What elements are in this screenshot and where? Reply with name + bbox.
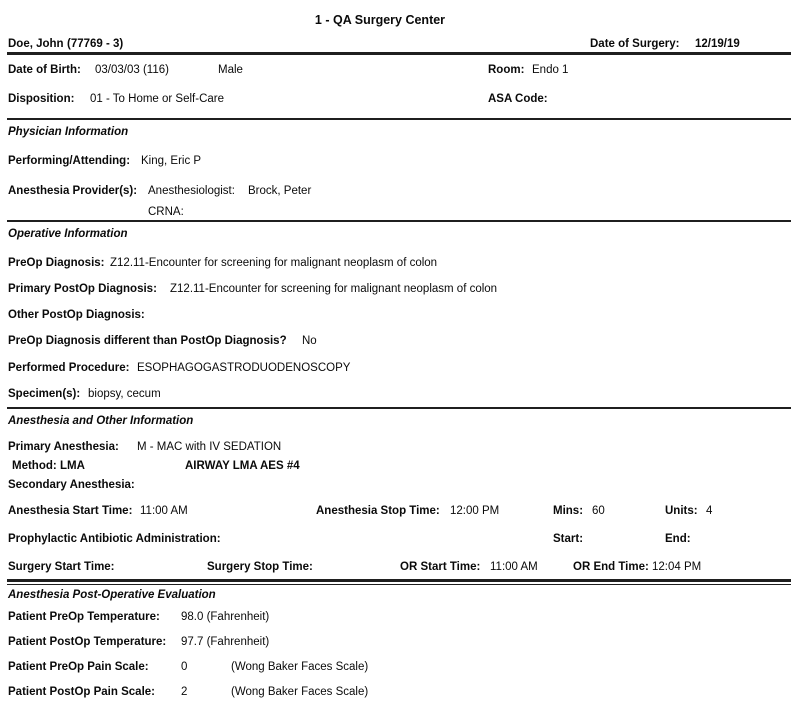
preop-dx-label: PreOp Diagnosis: [8,257,105,269]
method-row [0,459,796,474]
specimens-label: Specimen(s): [8,388,81,400]
dx-different-label: PreOp Diagnosis different than PostOp Diagnosis? [8,335,287,347]
surgery-times-row [0,560,796,575]
preop-temp-label: Patient PreOp Temperature: [8,611,160,623]
double-divider-thick [7,579,791,582]
other-postop-dx-label: Other PostOp Diagnosis: [8,309,145,321]
anesthesia-stop-value: 12:00 PM [450,505,500,517]
room-value: Endo 1 [532,64,569,76]
primary-postop-diagnosis-row [0,282,796,297]
section-divider [7,118,791,120]
performing-value: King, Eric P [141,155,202,167]
crna-row [0,205,796,220]
or-start-label: OR Start Time: [400,561,481,573]
anesthesia-start-label: Anesthesia Start Time: [8,505,133,517]
other-postop-diagnosis-row [0,308,796,323]
specimens-value: biopsy, cecum [88,388,161,400]
postop-temp-label: Patient PostOp Temperature: [8,636,167,648]
anesthesiologist-label: Anesthesiologist: [148,185,235,197]
provider-label: Anesthesia Provider(s): [8,185,138,197]
disposition-row [0,92,796,107]
primary-anesthesia-value: M - MAC with IV SEDATION [137,441,282,453]
primary-anesthesia-label: Primary Anesthesia: [8,441,119,453]
date-of-surgery-label: Date of Surgery: [590,38,680,50]
dx-different-value: No [302,335,317,347]
postop-section-title: Anesthesia Post-Operative Evaluation [8,589,216,601]
method-value: LMA [60,460,85,472]
dob-label: Date of Birth: [8,64,81,76]
diagnosis-different-row [0,334,796,349]
units-label: Units: [665,505,698,517]
antibiotic-start-label: Start: [553,533,584,545]
mins-label: Mins: [553,505,584,517]
postop-pain-row [0,685,796,700]
physician-section-title: Physician Information [8,126,129,138]
anesthesia-section-title: Anesthesia and Other Information [8,415,194,427]
date-of-surgery-value: 12/19/19 [695,38,740,50]
header-divider [7,52,791,55]
crna-label: CRNA: [148,206,184,218]
preop-pain-scale: (Wong Baker Faces Scale) [231,661,369,673]
dob-value: 03/03/03 (116) [95,64,169,76]
or-end-value: 12:04 PM [652,561,702,573]
preop-temp-value: 98.0 (Fahrenheit) [181,611,270,623]
primary-anesthesia-row [0,440,796,455]
preop-temperature-row [0,610,796,625]
room-label: Room: [488,64,525,76]
secondary-anesthesia-label: Secondary Anesthesia: [8,479,135,491]
operative-section-title: Operative Information [8,228,128,240]
performing-row [0,154,796,169]
surgery-start-label: Surgery Start Time: [8,561,115,573]
antibiotic-end-label: End: [665,533,691,545]
specimens-row [0,387,796,402]
disposition-value: 01 - To Home or Self-Care [90,93,225,105]
anesthesia-stop-label: Anesthesia Stop Time: [316,505,440,517]
postop-pain-label: Patient PostOp Pain Scale: [8,686,155,698]
performing-label: Performing/Attending: [8,155,131,167]
postop-temp-value: 97.7 (Fahrenheit) [181,636,270,648]
preop-pain-row [0,660,796,675]
anesthesia-times-row [0,504,796,519]
procedure-label: Performed Procedure: [8,362,130,374]
secondary-anesthesia-row [0,478,796,493]
preop-dx-value: Z12.11-Encounter for screening for malignant neoplasm of colon [110,257,438,269]
sex-value: Male [218,64,243,76]
postop-temperature-row [0,635,796,650]
or-start-value: 11:00 AM [490,561,538,573]
anesthesia-provider-row [0,184,796,199]
preop-diagnosis-row [0,256,796,271]
or-end-label: OR End Time: [573,561,649,573]
anesthesiologist-value: Brock, Peter [248,185,312,197]
page-title: 1 - QA Surgery Center [314,13,446,27]
section-divider [7,407,791,409]
surgery-stop-label: Surgery Stop Time: [207,561,313,573]
mins-value: 60 [592,505,605,517]
performed-procedure-row [0,361,796,376]
primary-postop-dx-value: Z12.11-Encounter for screening for malignant neoplasm of colon [170,283,498,295]
asa-code-label: ASA Code: [488,93,548,105]
antibiotic-label: Prophylactic Antibiotic Administration: [8,533,221,545]
dob-row [0,63,796,78]
postop-pain-value: 2 [181,686,188,698]
preop-pain-label: Patient PreOp Pain Scale: [8,661,149,673]
double-divider-thin [7,584,791,585]
units-value: 4 [706,505,713,517]
antibiotic-row [0,532,796,547]
airway-value: AIRWAY LMA AES #4 [185,460,300,472]
patient-header-row [0,37,796,52]
patient-name: Doe, John [8,38,64,50]
patient-id: (77769 - 3) [67,38,124,50]
primary-postop-dx-label: Primary PostOp Diagnosis: [8,283,157,295]
method-label: Method: [12,460,57,472]
section-divider [7,220,791,222]
procedure-value: ESOPHAGOGASTRODUODENOSCOPY [137,362,351,374]
disposition-label: Disposition: [8,93,75,105]
anesthesia-start-value: 11:00 AM [140,505,188,517]
preop-pain-value: 0 [181,661,188,673]
postop-pain-scale: (Wong Baker Faces Scale) [231,686,369,698]
